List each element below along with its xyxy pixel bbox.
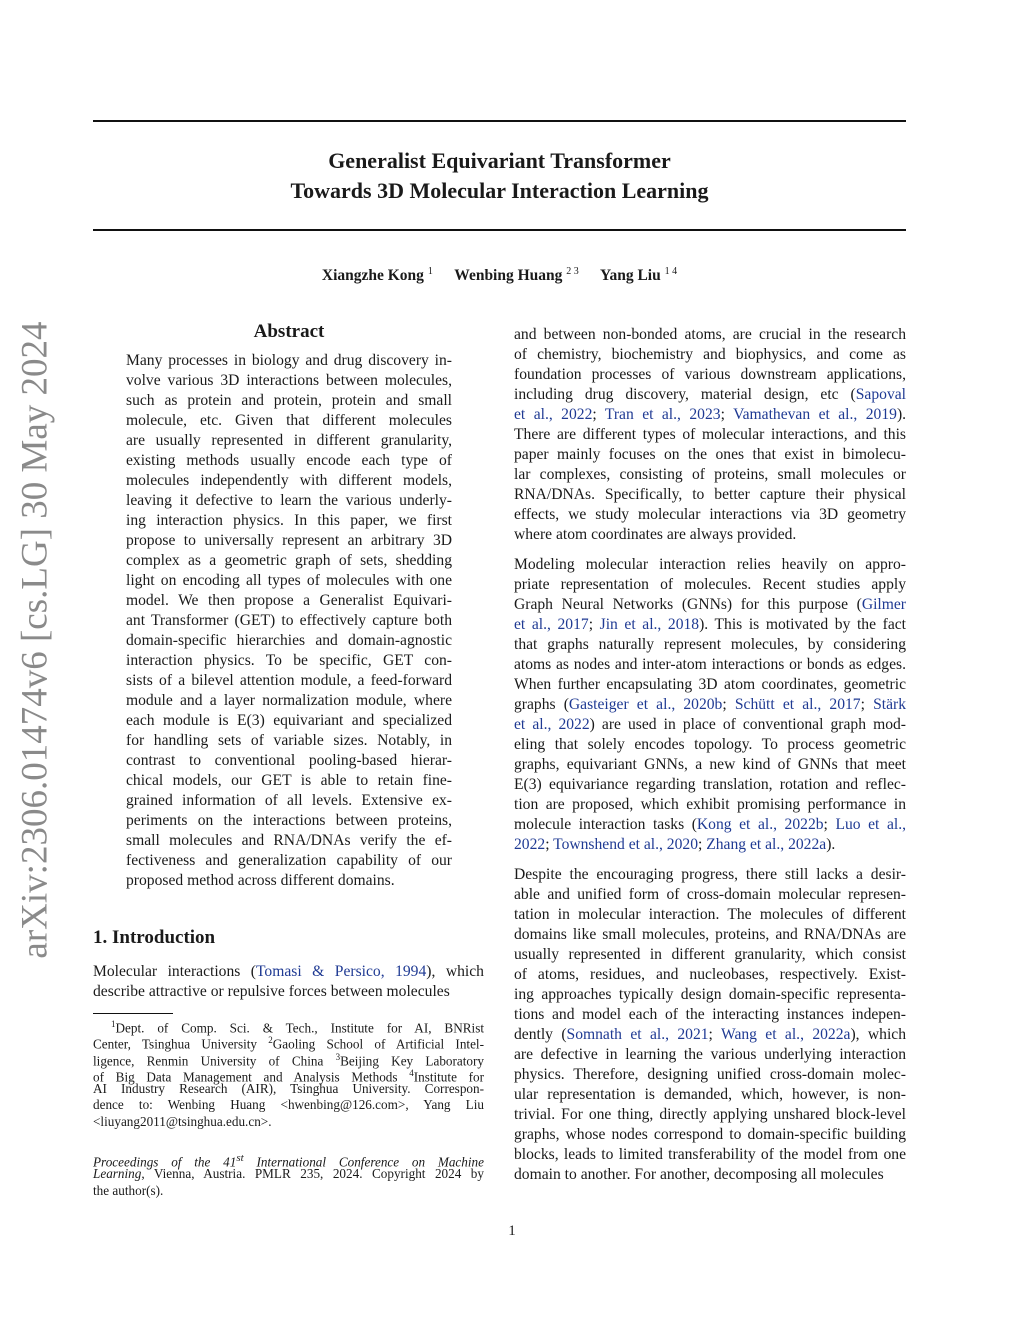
text-span: graphs, equivariant GNNs, a new kind of GNNs that meet — [514, 756, 906, 773]
text-span: tions and model each of the interacting instances indepen- — [514, 1006, 906, 1023]
text-span: ular representation is demanded, which, however, is non- — [514, 1086, 906, 1103]
text-span: Gaoling School of Artificial Intel- — [272, 1036, 484, 1052]
text-span: Center, Tsinghua University — [93, 1036, 269, 1052]
intro-paragraph-3 — [514, 865, 906, 1185]
text-line — [514, 1125, 906, 1145]
abstract-line: propose to universally represent an arbitrary 3D — [126, 532, 452, 549]
text-span: domain to another. For another, decomposing all molecules — [514, 1166, 884, 1183]
text-span: , Vienna, Austria. PMLR 235, 2024. Copyright 2024 by — [141, 1166, 484, 1182]
text-span: Proceedings of the — [93, 1154, 224, 1170]
text-span: ). — [826, 836, 836, 853]
text-line — [514, 1105, 906, 1125]
title-rule-top — [93, 120, 906, 122]
citation-link[interactable]: Sapoval — [855, 386, 906, 403]
abstract-line: contrast to conventional pooling-based hierar- — [126, 752, 452, 769]
title-rule-bottom — [93, 229, 906, 231]
text-span: ), which — [426, 963, 484, 980]
abstract-line: leaving it defective to learn the various underly- — [126, 492, 452, 509]
affiliation-marker: 4 — [409, 1067, 414, 1078]
author-name: Wenbing Huang — [454, 267, 563, 285]
text-span: When further encapsulating 3D atom coordinates, geometric — [514, 676, 906, 693]
footnote-line: AI Industry Research (AIR), Tsinghua University. Correspon- — [93, 1081, 484, 1097]
text-span: able and unified form of cross-domain molecular represen- — [514, 886, 906, 903]
footnote-line — [93, 1049, 484, 1068]
text-line — [514, 595, 906, 615]
text-span: dently ( — [514, 1026, 567, 1043]
text-line — [514, 615, 906, 635]
abstract-line: are usually represented in different granularity, — [126, 432, 452, 449]
text-span: graphs, whose nodes correspond to domain-specific building — [514, 1126, 906, 1143]
text-line: describe attractive or repulsive forces between molecules — [93, 983, 450, 1000]
abstract-line: small molecules and RNA/DNAs verify the ef- — [126, 832, 452, 849]
text-span: paper mainly focuses on the ones that exist in bimolecu- — [514, 446, 906, 463]
text-span: ligence, Renmin University of China — [93, 1052, 336, 1068]
citation-link[interactable]: Stärk — [873, 696, 907, 713]
text-span: of Big Data Management and Analysis Methods — [93, 1069, 410, 1085]
text-line — [514, 505, 906, 525]
text-line — [514, 715, 906, 735]
footnote-line: dence to: Wenbing Huang <hwenbing@126.com>, Yang Liu — [93, 1097, 484, 1113]
footnote-line — [93, 1016, 484, 1036]
text-span: graphs ( — [514, 696, 569, 713]
abstract-line: grained information of all levels. Extensive ex- — [126, 792, 452, 809]
text-span: ). This is motivated by the fact — [699, 616, 906, 633]
author-affiliation: 1 — [427, 266, 433, 277]
text-span: trivial. For one thing, directly applying unshared block-level — [514, 1106, 906, 1123]
citation-link[interactable]: Zhang et al., 2022a — [706, 836, 827, 853]
abstract-line: periments on the interactions between proteins, — [126, 812, 452, 829]
abstract-line: for handling sets of variable sizes. Notably, in — [126, 732, 452, 749]
text-line — [514, 445, 906, 465]
arxiv-stamp — [10, 321, 60, 959]
intro-paragraph-1 — [514, 325, 906, 545]
text-span: that graphs naturally represent molecules, by considering — [514, 636, 906, 653]
intro-paragraph-2 — [514, 555, 906, 855]
footnote-line — [93, 1032, 484, 1052]
text-span: ). — [896, 406, 907, 423]
text-line — [514, 365, 906, 385]
text-line — [514, 1165, 906, 1185]
abstract-line: proposed method across different domains. — [126, 872, 395, 889]
citation-link[interactable]: Tran et al., 2023 — [604, 406, 721, 423]
text-line — [514, 655, 906, 675]
text-span: and between non-bonded atoms, are crucial in the research — [514, 326, 906, 343]
text-span: tation in molecular interaction. The molecules of different — [514, 906, 906, 923]
abstract-line: such as protein and protein, protein and small — [126, 392, 452, 409]
abstract-line: chical models, our GET is able to retain fine- — [126, 772, 452, 789]
text-line — [514, 695, 906, 715]
text-line — [514, 1005, 906, 1025]
paper-title-line-1: Generalist Equivariant Transformer — [328, 148, 671, 173]
text-line — [514, 735, 906, 755]
proceedings-line — [93, 1150, 484, 1170]
text-line — [514, 985, 906, 1005]
author-affiliation: 2 3 — [566, 266, 579, 277]
text-span: Learning — [93, 1166, 142, 1182]
affiliation-marker: 2 — [268, 1035, 273, 1046]
citation-link[interactable]: et al., 2017 — [514, 616, 589, 633]
text-span: International Conference on Machine — [243, 1154, 484, 1170]
proceedings-line — [93, 1166, 484, 1182]
text-span: ; — [722, 696, 735, 713]
text-span: of chemistry, biochemistry and biophysics, and come as — [514, 346, 906, 363]
text-span: ; — [720, 406, 734, 423]
citation-link[interactable]: Luo et al., — [835, 816, 907, 833]
text-line — [514, 1145, 906, 1165]
abstract-line: Many processes in biology and drug discovery in- — [126, 352, 452, 369]
text-line — [514, 1025, 906, 1045]
text-line — [514, 1065, 906, 1085]
citation-link[interactable]: Jin et al., 2018 — [599, 616, 700, 633]
author-affiliation: 1 4 — [664, 266, 678, 277]
affiliation-marker: 3 — [335, 1051, 341, 1062]
text-line — [514, 385, 906, 405]
text-line — [514, 755, 906, 775]
text-line — [514, 345, 906, 365]
text-span: ; — [592, 406, 605, 423]
text-line — [514, 675, 906, 695]
citation-link[interactable]: Gilmer — [861, 596, 906, 613]
citation-link[interactable]: Vamathevan et al., 2019 — [733, 406, 897, 423]
footnote-line: <liuyang2011@tsinghua.edu.cn>. — [93, 1113, 272, 1129]
abstract-line: molecule, etc. Given that different molecules — [126, 412, 452, 429]
text-span: domains like small molecules, proteins, and RNA/DNAs are — [514, 926, 906, 943]
text-line — [514, 835, 906, 855]
citation-link[interactable]: et al., 2022 — [514, 716, 590, 733]
affiliation-footnote — [93, 1016, 484, 1130]
proceedings-line: the author(s). — [93, 1182, 164, 1198]
text-line — [514, 1045, 906, 1065]
author-list — [93, 266, 906, 285]
text-line — [514, 795, 906, 815]
text-span: ; — [823, 816, 836, 833]
abstract-line: fectiveness and generalization capability of our — [126, 852, 452, 869]
text-line — [514, 885, 906, 905]
text-span: Institute for — [413, 1069, 484, 1085]
text-line — [514, 405, 906, 425]
text-span: physics. Therefore, designing unified cross-domain molec- — [514, 1066, 906, 1083]
text-span: There are different types of molecular interactions, and this — [514, 426, 906, 443]
text-span: ), which — [850, 1026, 906, 1043]
text-line — [514, 865, 906, 885]
abstract-line: complex as a geometric graph of sets, shedding — [126, 552, 452, 569]
author-name: Xiangzhe Kong — [321, 267, 424, 285]
text-span: lar complexes, consisting of proteins, small molecules or — [514, 466, 906, 483]
text-line — [514, 425, 906, 445]
text-span: Molecular interactions ( — [93, 963, 256, 980]
citation-link[interactable]: 2022 — [514, 836, 546, 853]
abstract-line: module and a layer normalization module, where — [126, 692, 452, 709]
abstract-line: model. We then propose a Generalist Equivari- — [126, 592, 452, 609]
citation-link[interactable]: et al., 2022 — [514, 406, 593, 423]
affiliation-marker: 1 — [111, 1019, 116, 1029]
text-line — [514, 775, 906, 795]
text-span: Despite the encouraging progress, there still lacks a desir- — [514, 866, 906, 883]
abstract-line: domain-specific hierarchies and domain-agnostic — [126, 632, 452, 649]
text-span: ; — [708, 1026, 721, 1043]
abstract-line: ing interaction physics. In this paper, we first — [126, 512, 452, 529]
page-number: 1 — [508, 1223, 516, 1239]
text-line — [514, 1085, 906, 1105]
text-line — [514, 965, 906, 985]
text-span: blocks, leads to limited transferability of the model from one — [514, 1146, 906, 1163]
text-line — [514, 325, 906, 345]
text-span: 41 — [223, 1154, 237, 1170]
abstract-line: molecules independently with different models, — [126, 472, 452, 489]
section-heading-introduction: 1. Introduction — [93, 927, 216, 948]
abstract-heading: Abstract — [253, 321, 325, 342]
text-line — [514, 485, 906, 505]
text-span: E(3) equivariance regarding translation, rotation and reflec- — [514, 776, 906, 793]
abstract-line: sists of a bilevel attention module, a feed-forward — [126, 672, 452, 689]
text-span: Graph Neural Networks (GNNs) for this purpose ( — [514, 596, 862, 613]
text-span: of atoms, residues, and nucleobases, respectively. Exist- — [514, 966, 906, 983]
text-span: foundation processes of various downstream applications, — [514, 366, 906, 383]
footnote-rule — [93, 1013, 173, 1014]
text-span: st — [236, 1152, 244, 1164]
paper-title-line-2: Towards 3D Molecular Interaction Learning — [290, 178, 709, 203]
abstract-line: interaction physics. To be specific, GET con- — [126, 652, 452, 669]
text-span: are defective in learning the various underlying interaction — [514, 1046, 906, 1063]
abstract-line: existing methods usually encode each type of — [126, 452, 452, 469]
text-line — [514, 635, 906, 655]
text-line — [514, 925, 906, 945]
text-span: usually represented in different granularity, which consist — [514, 946, 906, 963]
text-span: ; — [588, 616, 600, 633]
citation-link[interactable]: Somnath et al., 2021 — [566, 1026, 709, 1043]
text-span: atoms as nodes and inter-atom interactions or bonds as edges. — [514, 656, 906, 673]
citation-link[interactable]: Wang et al., 2022a — [720, 1026, 851, 1043]
text-span: ; — [860, 696, 874, 713]
citation-link[interactable]: Schütt et al., 2017 — [734, 696, 861, 713]
abstract-line: volve various 3D interactions between molecules, — [126, 372, 452, 389]
text-span: including drug discovery, material design, etc ( — [514, 386, 856, 403]
text-span: Modeling molecular interaction relies heavily on appro- — [514, 556, 906, 573]
abstract-body — [126, 351, 452, 891]
citation-link[interactable]: Townshend et al., 2020 — [553, 836, 698, 853]
citation-link[interactable]: Gasteiger et al., 2020b — [568, 696, 723, 713]
introduction-body — [93, 962, 484, 1002]
text-span: tion are proposed, which exhibit promising performance in — [514, 796, 906, 813]
text-line — [93, 962, 484, 982]
abstract-line: each module is E(3) equivariant and specialized — [126, 712, 452, 729]
text-span: where atom coordinates are always provided. — [514, 526, 797, 543]
arxiv-identifier: arXiv:2306.01474v6 [cs.LG] 30 May 2024 — [14, 321, 56, 959]
text-line — [514, 525, 906, 545]
text-line — [514, 465, 906, 485]
abstract-line: light on encoding all types of molecules with one — [126, 572, 452, 589]
author-name: Yang Liu — [599, 267, 661, 285]
text-span: priate representation of molecules. Recent studies apply — [514, 576, 906, 593]
text-span: Beijing Key Laboratory — [340, 1052, 484, 1068]
text-line — [514, 945, 906, 965]
abstract-line: ant Transformer (GET) to effectively capture both — [126, 612, 452, 629]
text-span: eling that solely encodes topology. To process geometric — [514, 736, 906, 753]
footnote-line — [93, 1065, 484, 1085]
text-span: RNA/DNAs. Specifically, to better capture their physical — [514, 486, 906, 503]
text-span: ) are used in place of conventional graph mod- — [589, 716, 906, 733]
citation-link[interactable]: Tomasi & Persico, 1994 — [256, 963, 427, 980]
text-line — [514, 555, 906, 575]
text-span: ing approaches typically design domain-specific representa- — [514, 986, 906, 1003]
text-span: molecule interaction tasks ( — [514, 816, 697, 833]
text-span: Dept. of Comp. Sci. & Tech., Institute for AI, BNRist — [115, 1020, 484, 1036]
proceedings-note — [93, 1150, 484, 1199]
citation-link[interactable]: Kong et al., 2022b — [696, 816, 824, 833]
text-line — [514, 575, 906, 595]
text-line — [514, 905, 906, 925]
text-span: ; — [698, 836, 707, 853]
text-line — [514, 815, 906, 835]
text-span: effects, we study molecular interactions via 3D geometry — [514, 506, 906, 523]
text-span: ; — [545, 836, 554, 853]
